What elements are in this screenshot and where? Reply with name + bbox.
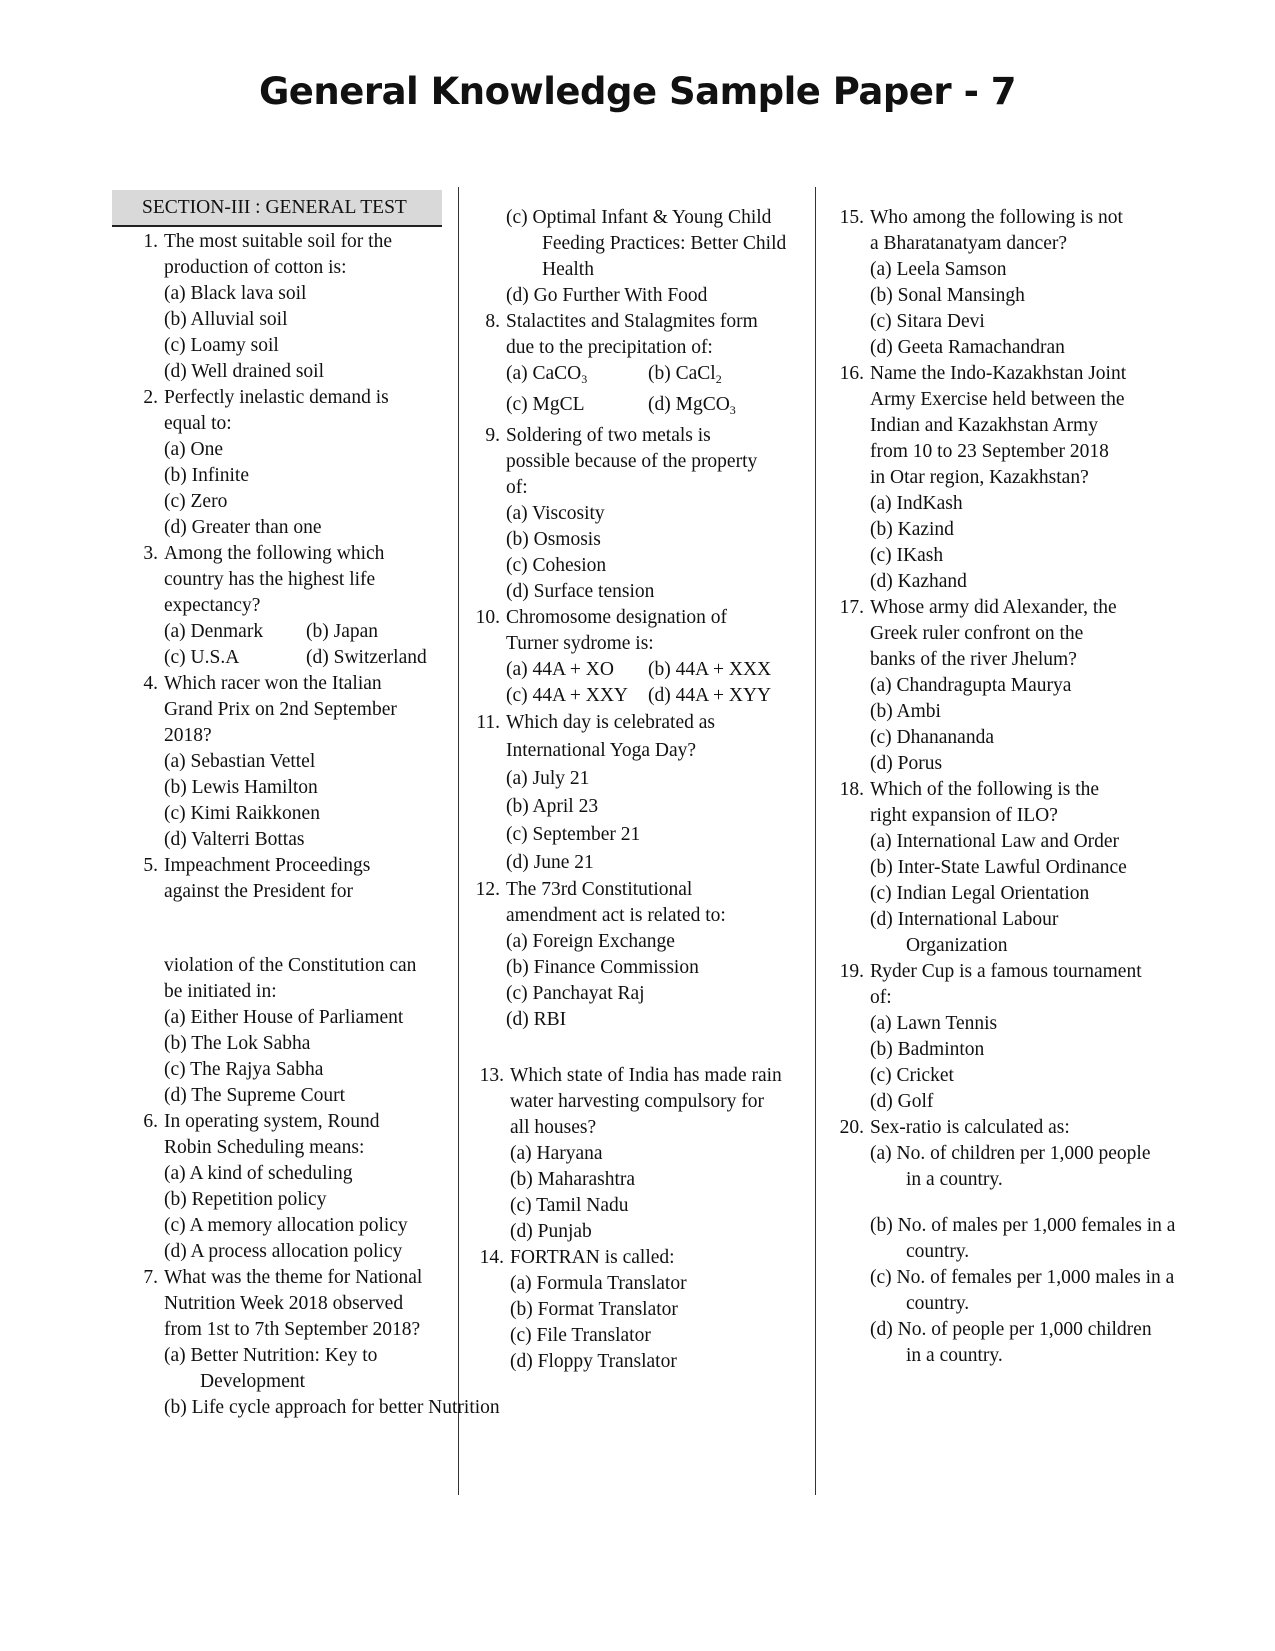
- option-a[interactable]: (a) Denmark: [164, 621, 264, 642]
- option-b[interactable]: (b) Inter-State Lawful Ordinance: [870, 857, 1127, 878]
- option-a[interactable]: (a) IndKash: [870, 493, 963, 514]
- option-b[interactable]: (b) Repetition policy: [164, 1189, 327, 1210]
- option-b[interactable]: (b) CaCl2: [648, 363, 722, 386]
- option-c[interactable]: (c) Optimal Infant & Young Child Feeding Practices: Better Child Health: [506, 207, 787, 280]
- option-c[interactable]: (c) 44A + XXY: [506, 685, 629, 706]
- option-c[interactable]: (c) Dhanananda: [870, 727, 994, 748]
- question-16: 16. Name the Indo-Kazakhstan Joint Army Exercise held between the Indian and Kazakhstan Army from 10 to 23 September 2018 in Otar region, Kazakhstan? (a) IndKash (b) Kazind (c) IKash (d) Kazhand: [830, 361, 1180, 595]
- option-a[interactable]: (a) July 21: [506, 768, 590, 789]
- question-19: 19. Ryder Cup is a famous tournament of: (a) Lawn Tennis (b) Badminton (c) Cricket (d) Golf: [830, 959, 1180, 1115]
- option-a[interactable]: (a) Leela Samson: [870, 259, 1007, 280]
- question-5: 5. Impeachment Proceedings against the President for violation of the Constitution can be initiated in: (a) Either House of Parliament (b) The Lok Sabha (c) The Rajya Sabha (d) The Supreme Court: [124, 853, 442, 1109]
- option-b[interactable]: (b) Infinite: [164, 465, 250, 486]
- option-d[interactable]: (d) Go Further With Food: [506, 285, 708, 306]
- question-15: 15. Who among the following is not a Bharatanatyam dancer? (a) Leela Samson (b) Sonal Mansingh (c) Sitara Devi (d) Geeta Ramachandran: [830, 205, 1180, 361]
- option-a[interactable]: (a) Better Nutrition: Key to Development: [164, 1345, 378, 1392]
- option-c[interactable]: (c) Cohesion: [506, 555, 607, 576]
- option-a[interactable]: (a) Lawn Tennis: [870, 1013, 998, 1034]
- option-a[interactable]: (a) A kind of scheduling: [164, 1163, 353, 1184]
- option-a[interactable]: (a) International Law and Order: [870, 831, 1120, 852]
- option-b[interactable]: (b) Finance Commission: [506, 957, 699, 978]
- option-d[interactable]: (d) Punjab: [510, 1221, 592, 1242]
- option-b[interactable]: (b) April 23: [506, 796, 599, 817]
- option-d[interactable]: (d) MgCO3: [648, 394, 736, 417]
- option-b[interactable]: (b) Badminton: [870, 1039, 985, 1060]
- question-7: 7. What was the theme for National Nutrition Week 2018 observed from 1st to 7th September 2018? (a) Better Nutrition: Key to Development (b) Life cycle approach for better Nutrition: [124, 1265, 442, 1421]
- option-c[interactable]: (c) Loamy soil: [164, 335, 279, 356]
- question-18: 18. Which of the following is the right expansion of ILO? (a) International Law and Order (b) Inter-State Lawful Ordinance (c) Indian Legal Orientation (d) International Labour Organization: [830, 777, 1180, 959]
- option-d[interactable]: (d) Surface tension: [506, 581, 655, 602]
- option-c[interactable]: (c) File Translator: [510, 1325, 651, 1346]
- question-12: 12. The 73rd Constitutional amendment act is related to: (a) Foreign Exchange (b) Finance Commission (c) Panchayat Raj (d) RBI: [466, 877, 816, 1033]
- column-1: [112, 190, 500, 1421]
- question-20: 20. Sex-ratio is calculated as: (a) No. of children per 1,000 people in a country. (b) No. of males per 1,000 females in a country. (c) No. of females per 1,000 males in a country. (d) No. of people per 1,000 children in a country.: [830, 1115, 1180, 1369]
- column-3: [830, 205, 1180, 1369]
- option-b[interactable]: (b) Alluvial soil: [164, 309, 288, 330]
- option-b[interactable]: (b) Osmosis: [506, 529, 601, 550]
- option-b[interactable]: (b) The Lok Sabha: [164, 1033, 311, 1054]
- option-b[interactable]: (b) Japan: [306, 621, 379, 642]
- option-c[interactable]: (c) IKash: [870, 545, 944, 566]
- option-d[interactable]: (d) 44A + XYY: [648, 685, 772, 706]
- option-b[interactable]: (b) Sonal Mansingh: [870, 285, 1025, 306]
- option-d[interactable]: (d) Switzerland: [306, 647, 427, 668]
- option-c[interactable]: (c) U.S.A: [164, 647, 240, 668]
- option-c[interactable]: (c) MgCL: [506, 394, 585, 415]
- option-a[interactable]: (a) Chandragupta Maurya: [870, 675, 1072, 696]
- option-a[interactable]: (a) Black lava soil: [164, 283, 307, 304]
- option-a[interactable]: (a) Sebastian Vettel: [164, 751, 316, 772]
- option-d[interactable]: (d) Geeta Ramachandran: [870, 337, 1065, 358]
- option-c[interactable]: (c) September 21: [506, 824, 641, 845]
- question-2: 2. Perfectly inelastic demand is equal to: (a) One (b) Infinite (c) Zero (d) Greater than one: [124, 385, 442, 541]
- option-b[interactable]: (b) Maharashtra: [510, 1169, 636, 1190]
- option-a[interactable]: (a) Haryana: [510, 1143, 603, 1164]
- option-a[interactable]: (a) Formula Translator: [510, 1273, 687, 1294]
- option-d[interactable]: (d) Porus: [870, 753, 943, 774]
- option-c[interactable]: (c) Zero: [164, 491, 228, 512]
- question-14: 14. FORTRAN is called: (a) Formula Translator (b) Format Translator (c) File Translator (d) Floppy Translator: [466, 1245, 816, 1375]
- option-c[interactable]: (c) Panchayat Raj: [506, 983, 645, 1004]
- question-7-continued: [466, 205, 816, 309]
- option-c[interactable]: (c) Tamil Nadu: [510, 1195, 629, 1216]
- option-c[interactable]: (c) No. of females per 1,000 males in a country.: [870, 1267, 1175, 1314]
- question-17: 17. Whose army did Alexander, the Greek ruler confront on the banks of the river Jhelum? (a) Chandragupta Maurya (b) Ambi (c) Dhanananda (d) Porus: [830, 595, 1180, 777]
- question-3: 3. Among the following which country has the highest life expectancy? (a) Denmark (b) Japan (c) U.S.A (d) Switzerland: [124, 541, 442, 671]
- column-2: [466, 205, 816, 1375]
- option-b[interactable]: (b) Format Translator: [510, 1299, 678, 1320]
- option-a[interactable]: (a) One: [164, 439, 224, 460]
- question-6: 6. In operating system, Round Robin Scheduling means: (a) A kind of scheduling (b) Repetition policy (c) A memory allocation policy (d) A process allocation policy: [124, 1109, 442, 1265]
- section-header: SECTION-III : GENERAL TEST: [112, 190, 442, 227]
- question-4: 4. Which racer won the Italian Grand Prix on 2nd September 2018? (a) Sebastian Vettel (b) Lewis Hamilton (c) Kimi Raikkonen (d) Valterri Bottas: [124, 671, 442, 853]
- option-a[interactable]: (a) Either House of Parliament: [164, 1007, 404, 1028]
- option-d[interactable]: (d) Golf: [870, 1091, 934, 1112]
- option-d[interactable]: (d) A process allocation policy: [164, 1241, 403, 1262]
- question-10: 10. Chromosome designation of Turner sydrome is: (a) 44A + XO (b) 44A + XXX (c) 44A + XXY (d) 44A + XYY: [466, 605, 816, 709]
- option-d[interactable]: (d) June 21: [506, 852, 594, 873]
- option-d[interactable]: (d) Valterri Bottas: [164, 829, 305, 850]
- question-9: 9. Soldering of two metals is possible because of the property of: (a) Viscosity (b) Osmosis (c) Cohesion (d) Surface tension: [466, 423, 816, 605]
- page-title: General Knowledge Sample Paper - 7: [258, 70, 1017, 113]
- option-c[interactable]: (c) The Rajya Sabha: [164, 1059, 324, 1080]
- option-d[interactable]: (d) Greater than one: [164, 517, 322, 538]
- option-c[interactable]: (c) Kimi Raikkonen: [164, 803, 320, 824]
- option-b[interactable]: (b) Kazind: [870, 519, 954, 540]
- option-a[interactable]: (a) 44A + XO: [506, 659, 614, 680]
- question-1: 1. The most suitable soil for the production of cotton is: (a) Black lava soil (b) Alluvial soil (c) Loamy soil (d) Well drained soil: [124, 229, 442, 385]
- option-c[interactable]: (c) A memory allocation policy: [164, 1215, 408, 1236]
- option-b[interactable]: (b) Life cycle approach for better Nutrition: [164, 1397, 500, 1418]
- option-d[interactable]: (d) No. of people per 1,000 children in a country.: [870, 1319, 1152, 1366]
- option-b[interactable]: (b) Lewis Hamilton: [164, 777, 318, 798]
- option-b[interactable]: (b) Ambi: [870, 701, 941, 722]
- option-b[interactable]: (b) No. of males per 1,000 females in a country.: [870, 1215, 1176, 1262]
- question-8: 8. Stalactites and Stalagmites form due to the precipitation of: (a) CaCO3 (b) CaCl2 (c) MgCL (d) MgCO3: [466, 309, 816, 423]
- option-c[interactable]: (c) Cricket: [870, 1065, 954, 1086]
- option-d[interactable]: (d) The Supreme Court: [164, 1085, 346, 1106]
- option-a[interactable]: (a) CaCO3: [506, 363, 588, 386]
- option-c[interactable]: (c) Sitara Devi: [870, 311, 985, 332]
- question-11: 11. Which day is celebrated as International Yoga Day? (a) July 21 (b) April 23 (c) September 21 (d) June 21: [466, 709, 816, 877]
- option-a[interactable]: (a) Viscosity: [506, 503, 605, 524]
- option-a[interactable]: (a) No. of children per 1,000 people in a country.: [870, 1143, 1151, 1190]
- option-d[interactable]: (d) Kazhand: [870, 571, 967, 592]
- option-d[interactable]: (d) International Labour Organization: [870, 909, 1059, 956]
- option-d[interactable]: (d) Well drained soil: [164, 361, 324, 382]
- option-c[interactable]: (c) Indian Legal Orientation: [870, 883, 1090, 904]
- option-d[interactable]: (d) RBI: [506, 1009, 567, 1030]
- question-13: 13. Which state of India has made rain water harvesting compulsory for all houses? (a) Haryana (b) Maharashtra (c) Tamil Nadu (d) Punjab: [466, 1063, 816, 1245]
- option-a[interactable]: (a) Foreign Exchange: [506, 931, 675, 952]
- option-b[interactable]: (b) 44A + XXX: [648, 659, 772, 680]
- option-d[interactable]: (d) Floppy Translator: [510, 1351, 677, 1372]
- column-divider: [458, 187, 459, 1495]
